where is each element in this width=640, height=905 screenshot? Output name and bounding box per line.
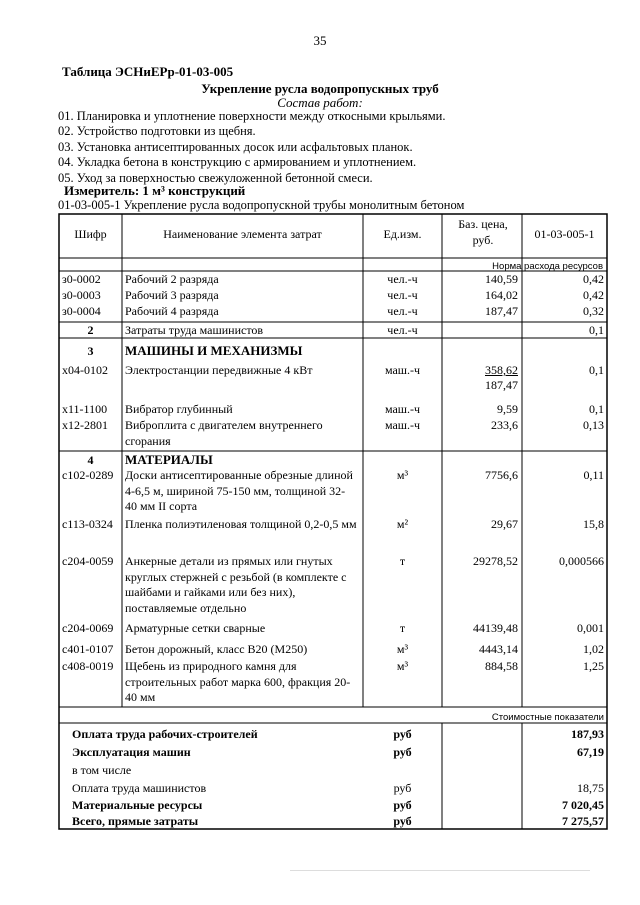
work-step: 04. Укладка бетона в конструкцию с армированием и уплотнением. bbox=[58, 155, 417, 170]
section-number: 4 bbox=[87, 453, 94, 467]
header-norm: 01-03-005-1 bbox=[534, 227, 595, 241]
resource-table: Шифр Наименование элемента затрат Ед.изм. Баз. цена, руб. 01-03-005-1 Норма расхода ресурсов з0-0002 Рабочий 2 разряда чел.-ч 140,59 0,42 з0-0003 Рабочий 3 разряда чел.-ч 164,02 0,42 з0-0004 Рабочий 4 разряда чел.-ч 187,47 0,32 2 Затраты труда машинистов чел.-ч 0,1 3 МАШИНЫ И МЕХАНИЗМЫ х04-0102 Электростанции передвижные 4 кВт маш.-ч 358,62 187,47 0,1 х11-1100 Вибратор глубинный маш.-ч 9,59 0,1 х12-2801 Виброплита с двигателем внутреннего сгорания маш.-ч 233,6 0,13 4 МАТЕРИАЛЫ с102-0289 Доски антисептированные обрезные длиной 4-6,5 м, шириной 75-150 мм, толщиной 32-40 мм II сорта м³ 7756,6 0,11 с113-0324 Пленка полиэтиленовая толщиной 0,2-0,5 мм м² 29,67 15,8 с204-0059 Анкерные детали из прямых или гнутых круглых стержней с резьбой (в комплекте с шайбами и гайками или без них), поставляемые отдельно т 29278,52 0,000566 с204-0069 Арматурные сетки сварные т 44139,48 0,001 с401-0107 Бетон дорожный, класс В20 (М250) м³ 4443,14 1,02 с408-0019 Щебень из природного камня для строительных работ марка 600, фракция 20-40 мм м³ 884,58 1,25 Стоимостные показатели Оплата труда рабочих-строителей руб 187,93 Эксплуатация машин руб 67,19 в том числе Оплата труда машинистов руб 18,75 Материальные ресурсы руб 7 020,45 Всего, прямые затраты руб 7 275,57 bbox=[58, 213, 608, 830]
table-subtitle: Укрепление русла водопропускных труб bbox=[201, 81, 439, 96]
work-composition-label: Состав работ: bbox=[277, 95, 363, 110]
header-code: Шифр bbox=[74, 227, 107, 241]
work-step: 01. Планировка и уплотнение поверхности между откосными крыльями. bbox=[58, 109, 446, 123]
section-title: МАТЕРИАЛЫ bbox=[125, 452, 213, 467]
footer-rule bbox=[290, 870, 590, 871]
cost-caption: Стоимостные показатели bbox=[491, 712, 604, 723]
work-steps-list bbox=[58, 109, 446, 186]
page-number: 35 bbox=[313, 33, 327, 48]
measure-unit: Измеритель: 1 м³ конструкций bbox=[64, 183, 246, 198]
work-step: 02. Устройство подготовки из щебня. bbox=[58, 124, 256, 139]
header-name: Наименование элемента затрат bbox=[163, 227, 322, 241]
section-number: 3 bbox=[87, 344, 94, 358]
header-unit: Ед.изм. bbox=[383, 227, 422, 241]
table-title: Таблица ЭСНиЕРр-01-03-005 bbox=[62, 64, 234, 79]
section-title: МАШИНЫ И МЕХАНИЗМЫ bbox=[125, 343, 303, 358]
work-step: 03. Установка антисептированных досок или асфальтовых планок. bbox=[58, 139, 413, 154]
work-code-line: 01-03-005-1 Укрепление русла водопропускной трубы монолитным бетоном bbox=[58, 198, 465, 212]
header-price: Баз. цена, руб. bbox=[458, 217, 508, 247]
work-step: 05. Уход за поверхностью свежуложенной бетонной смеси. bbox=[58, 170, 373, 185]
norm-caption: Норма расхода ресурсов bbox=[492, 261, 603, 272]
